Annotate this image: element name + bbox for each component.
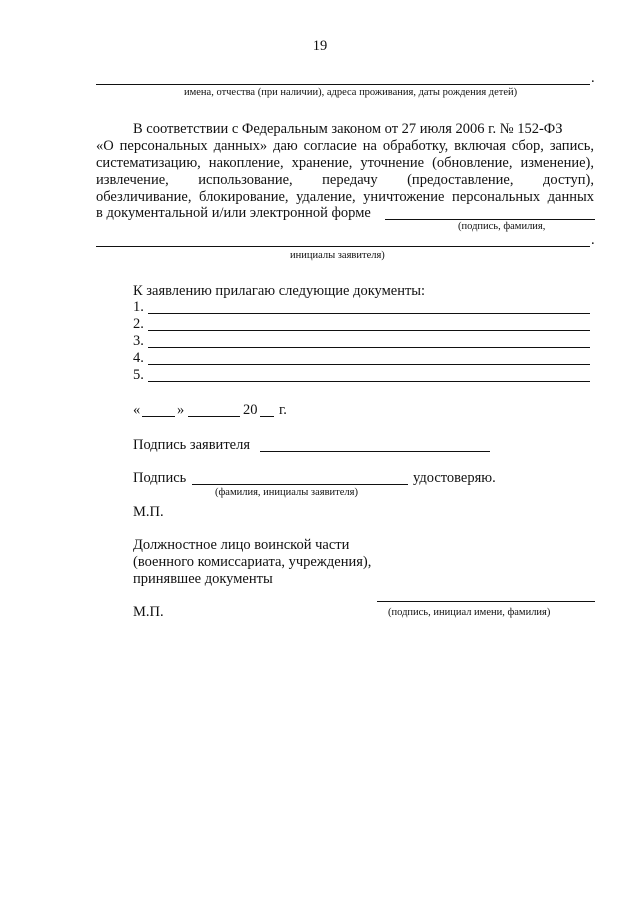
attachment-number-4: 4. <box>133 350 144 366</box>
date-year-suffix: г. <box>279 402 287 418</box>
official-line-2: (военного комиссариата, учреждения), <box>133 554 372 570</box>
consent-caption-top: (подпись, фамилия, <box>458 221 546 232</box>
attachment-number-2: 2. <box>133 316 144 332</box>
certification-signature-line[interactable] <box>192 484 408 485</box>
official-stamp: М.П. <box>133 604 164 620</box>
page-number: 19 <box>312 38 328 54</box>
attachment-number-1: 1. <box>133 299 144 315</box>
certification-stamp: М.П. <box>133 504 164 520</box>
names-field-line[interactable] <box>96 84 590 85</box>
consent-period: . <box>591 232 595 248</box>
attachment-number-3: 3. <box>133 333 144 349</box>
official-signature-line[interactable] <box>377 601 595 602</box>
certification-certify: удостоверяю. <box>413 470 496 486</box>
consent-last-line: в документальной и/или электронной форме <box>96 205 371 221</box>
consent-line-2: «О персональных данных» даю согласие на обработку, включая сбор, запись, <box>96 138 594 154</box>
official-caption: (подпись, инициал имени, фамилия) <box>388 607 551 618</box>
date-day-line[interactable] <box>142 416 175 417</box>
consent-line-5: обезличивание, блокирование, удаление, уничтожение персональных данных <box>96 189 594 205</box>
date-open-quote: « <box>133 402 141 418</box>
consent-line-3: систематизацию, накопление, хранение, уточнение (обновление, изменение), <box>96 155 594 171</box>
consent-signature-line[interactable] <box>385 219 595 220</box>
names-field-period: . <box>591 70 595 86</box>
date-year-line[interactable] <box>260 416 274 417</box>
consent-caption-bottom: инициалы заявителя) <box>290 250 385 261</box>
attachment-line-5[interactable] <box>148 381 590 382</box>
applicant-signature-line[interactable] <box>260 451 490 452</box>
official-line-1: Должностное лицо воинской части <box>133 537 350 553</box>
applicant-signature-label: Подпись заявителя <box>133 437 250 453</box>
attachment-line-4[interactable] <box>148 364 590 365</box>
date-month-line[interactable] <box>188 416 240 417</box>
attachment-line-1[interactable] <box>148 313 590 314</box>
consent-line-1: В соответствии с Федеральным законом от 27 июля 2006 г. № 152-ФЗ <box>133 121 563 137</box>
attachment-line-2[interactable] <box>148 330 590 331</box>
date-close-quote: » <box>177 402 185 418</box>
attachment-line-3[interactable] <box>148 347 590 348</box>
attachment-number-5: 5. <box>133 367 144 383</box>
official-line-3: принявшее документы <box>133 571 273 587</box>
consent-name-line[interactable] <box>96 246 590 247</box>
attachments-heading: К заявлению прилагаю следующие документы: <box>133 283 426 299</box>
names-field-caption: имена, отчества (при наличии), адреса проживания, даты рождения детей) <box>184 87 518 98</box>
consent-line-4: извлечение, использование, передачу (предоставление, доступ), <box>96 172 594 188</box>
certification-caption: (фамилия, инициалы заявителя) <box>215 487 358 498</box>
certification-label: Подпись <box>133 470 187 486</box>
date-year-prefix: 20 <box>243 402 258 418</box>
